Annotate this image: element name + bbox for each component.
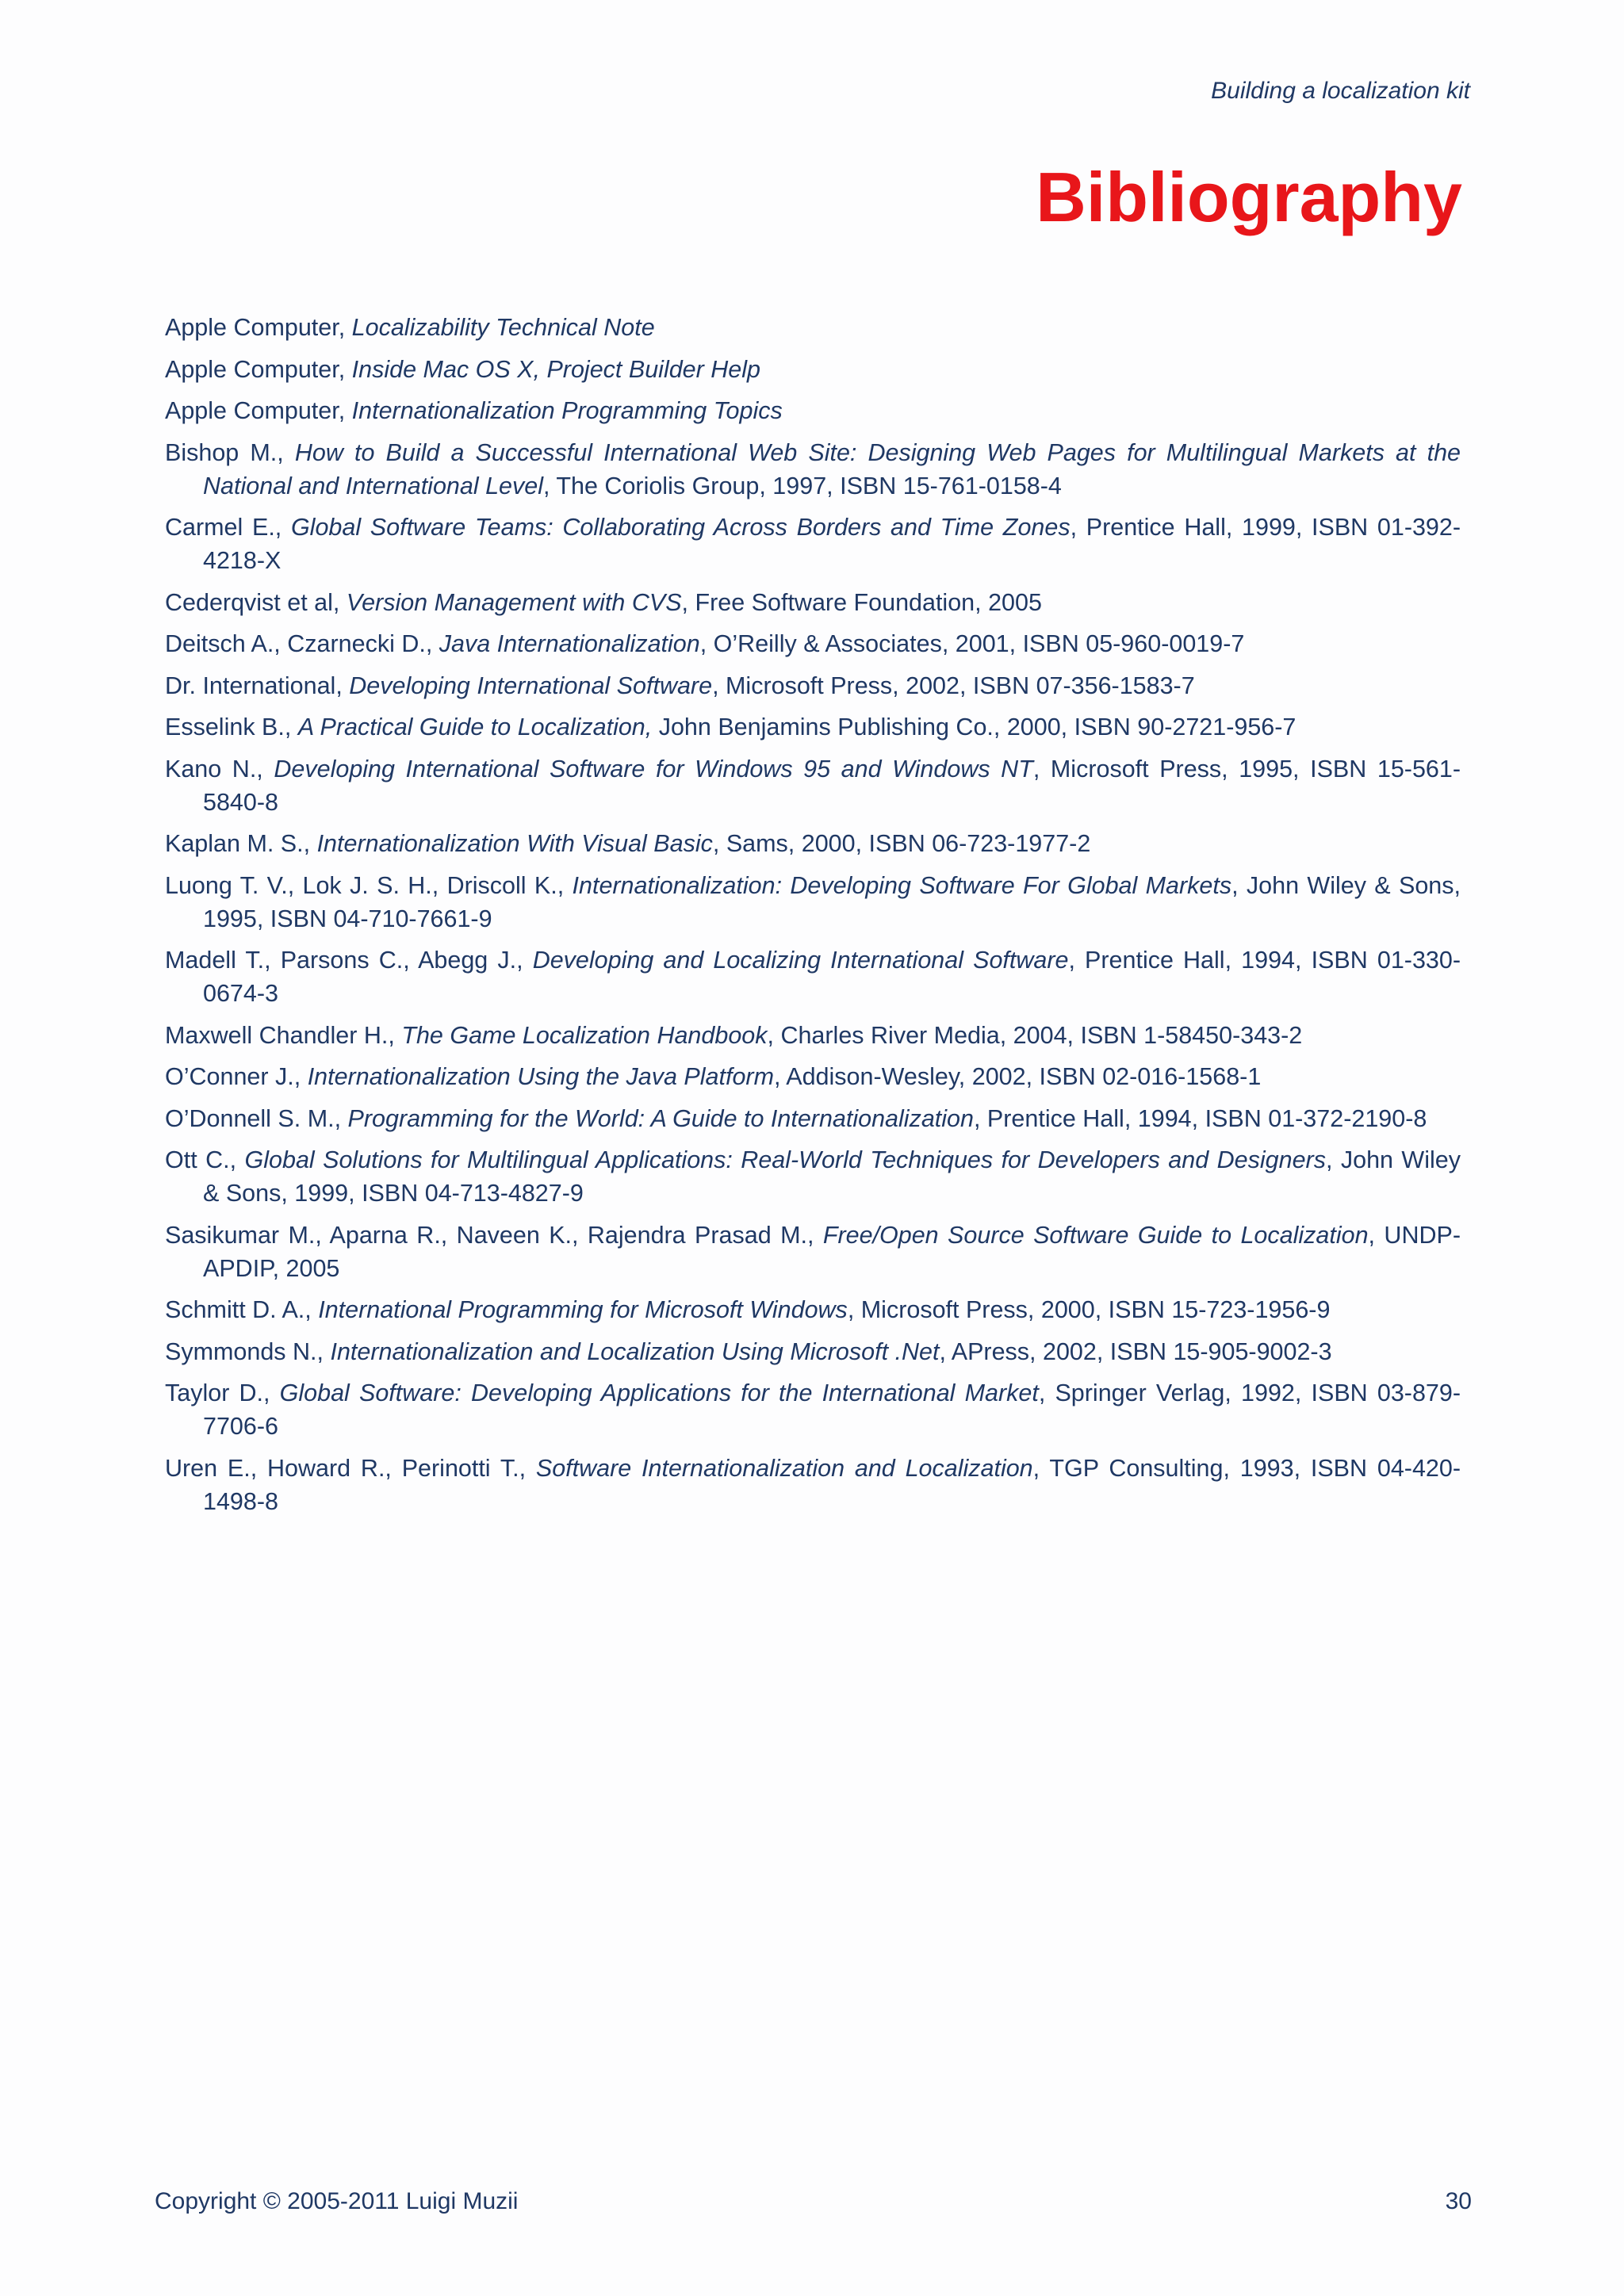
- entry-publication: , UNDP-APDIP, 2005: [203, 1221, 1461, 1282]
- entry-publication: , Microsoft Press, 1995, ISBN 15-561-5840-8: [203, 755, 1461, 816]
- running-header: Building a localization kit: [1211, 78, 1470, 104]
- entry-title: Internationalization With Visual Basic: [316, 830, 713, 857]
- bibliography-entry: [165, 1376, 1461, 1443]
- bibliography-list: [165, 311, 1461, 1526]
- entry-title: Inside Mac OS X, Project Builder Help: [351, 355, 760, 383]
- entry-authors: Taylor D.,: [165, 1380, 280, 1406]
- entry-title: Version Management with CVS: [346, 588, 682, 616]
- entry-title: International Programming for Microsoft Windows: [318, 1296, 848, 1323]
- entry-authors: O’Donnell S. M.,: [165, 1104, 348, 1132]
- entry-publication: , TGP Consulting, 1993, ISBN 04-420-1498-8: [203, 1454, 1461, 1515]
- entry-authors: Symmonds N.,: [165, 1337, 331, 1365]
- bibliography-entry: [165, 1219, 1461, 1285]
- entry-title: Free/Open Source Software Guide to Localization: [822, 1221, 1369, 1249]
- bibliography-entry: [165, 1019, 1461, 1052]
- entry-title: Programming for the World: A Guide to Internationalization: [347, 1104, 974, 1132]
- entry-title: Global Solutions for Multilingual Applications: Real-World Techniques for Developers and Designers: [244, 1146, 1326, 1173]
- bibliography-entry: [165, 1293, 1461, 1326]
- page-title: Bibliography: [1036, 158, 1462, 236]
- entry-title: Internationalization Programming Topics: [351, 397, 783, 424]
- entry-title: Internationalization Using the Java Platform: [307, 1063, 774, 1090]
- entry-publication: , Microsoft Press, 2000, ISBN 15-723-1956-9: [847, 1296, 1331, 1323]
- entry-title: Developing International Software for Windows 95 and Windows NT: [274, 755, 1033, 783]
- entry-publication: , Sams, 2000, ISBN 06-723-1977-2: [712, 830, 1091, 857]
- entry-publication: , Addison-Wesley, 2002, ISBN 02-016-1568-1: [773, 1063, 1262, 1090]
- entry-authors: Apple Computer,: [165, 397, 352, 424]
- entry-publication: , The Coriolis Group, 1997, ISBN 15-761-0158-4: [543, 472, 1062, 499]
- footer-copyright: Copyright © 2005-2011 Luigi Muzii: [155, 2188, 519, 2214]
- bibliography-entry: [165, 311, 1461, 344]
- bibliography-entry: [165, 669, 1461, 702]
- bibliography-entry: [165, 436, 1461, 503]
- entry-title: Global Software Teams: Collaborating Across Borders and Time Zones: [290, 514, 1071, 541]
- bibliography-entry: [165, 1143, 1461, 1210]
- entry-title: Global Software: Developing Applications for the International Market: [279, 1380, 1039, 1406]
- entry-authors: Bishop M.,: [165, 438, 295, 466]
- bibliography-entry: [165, 394, 1461, 427]
- bibliography-entry: [165, 1335, 1461, 1368]
- bibliography-entry: [165, 710, 1461, 744]
- bibliography-entry: [165, 943, 1461, 1010]
- entry-publication: , John Wiley & Sons, 1999, ISBN 04-713-4827-9: [203, 1146, 1461, 1207]
- entry-publication: , Free Software Foundation, 2005: [681, 588, 1042, 616]
- entry-authors: Apple Computer,: [165, 314, 352, 341]
- entry-authors: Kaplan M. S.,: [165, 830, 317, 857]
- entry-title: Internationalization: Developing Software For Global Markets: [572, 871, 1232, 899]
- entry-publication: , O’Reilly & Associates, 2001, ISBN 05-960-0019-7: [699, 630, 1245, 657]
- bibliography-entry: [165, 586, 1461, 619]
- entry-authors: Madell T., Parsons C., Abegg J.,: [165, 947, 533, 974]
- entry-publication: , Microsoft Press, 2002, ISBN 07-356-1583-7: [712, 672, 1195, 699]
- entry-authors: Uren E., Howard R., Perinotti T.,: [165, 1454, 536, 1482]
- entry-publication: , Prentice Hall, 1999, ISBN 01-392-4218-X: [203, 514, 1461, 574]
- entry-title: The Game Localization Handbook: [401, 1021, 768, 1049]
- entry-publication: , Prentice Hall, 1994, ISBN 01-372-2190-8: [973, 1104, 1427, 1132]
- entry-authors: Schmitt D. A.,: [165, 1296, 319, 1323]
- entry-authors: Esselink B.,: [165, 714, 298, 740]
- entry-publication: , Springer Verlag, 1992, ISBN 03-879-7706-6: [203, 1380, 1461, 1440]
- entry-authors: Apple Computer,: [165, 355, 352, 383]
- entry-authors: Ott C.,: [165, 1146, 245, 1173]
- entry-title: Developing and Localizing International Software: [532, 947, 1069, 974]
- entry-publication: John Benjamins Publishing Co., 2000, ISBN 90-2721-956-7: [652, 714, 1297, 740]
- bibliography-entry: [165, 511, 1461, 577]
- entry-authors: Sasikumar M., Aparna R., Naveen K., Rajendra Prasad M.,: [165, 1221, 823, 1249]
- entry-authors: Kano N.,: [165, 755, 274, 783]
- entry-publication: , Charles River Media, 2004, ISBN 1-58450-343-2: [767, 1021, 1303, 1049]
- entry-title: A Practical Guide to Localization,: [297, 714, 653, 740]
- entry-publication: , John Wiley & Sons, 1995, ISBN 04-710-7661-9: [203, 871, 1461, 932]
- entry-authors: Luong T. V., Lok J. S. H., Driscoll K.,: [165, 871, 573, 899]
- entry-authors: Maxwell Chandler H.,: [165, 1021, 402, 1049]
- entry-title: Developing International Software: [349, 672, 713, 699]
- entry-publication: , Prentice Hall, 1994, ISBN 01-330-0674-3: [203, 947, 1461, 1007]
- entry-authors: Dr. International,: [165, 672, 350, 699]
- entry-title: Java Internationalization: [439, 630, 700, 657]
- bibliography-entry: [165, 627, 1461, 660]
- page-number: 30: [1445, 2188, 1472, 2214]
- entry-authors: Deitsch A., Czarnecki D.,: [165, 630, 439, 657]
- entry-title: Software Internationalization and Localization: [535, 1454, 1033, 1482]
- entry-title: How to Build a Successful International Web Site: Designing Web Pages for Multilingual Markets at the National and International Level: [203, 438, 1461, 499]
- entry-publication: , APress, 2002, ISBN 15-905-9002-3: [939, 1337, 1332, 1365]
- bibliography-entry: [165, 1060, 1461, 1093]
- entry-title: Internationalization and Localization Using Microsoft .Net: [330, 1337, 940, 1365]
- bibliography-entry: [165, 752, 1461, 819]
- entry-authors: Cederqvist et al,: [165, 588, 347, 616]
- bibliography-entry: [165, 827, 1461, 860]
- bibliography-entry: [165, 1102, 1461, 1135]
- entry-authors: Carmel E.,: [165, 514, 291, 541]
- bibliography-entry: [165, 353, 1461, 386]
- entry-title: Localizability Technical Note: [351, 314, 655, 341]
- entry-authors: O’Conner J.,: [165, 1063, 308, 1090]
- bibliography-entry: [165, 869, 1461, 936]
- bibliography-entry: [165, 1452, 1461, 1518]
